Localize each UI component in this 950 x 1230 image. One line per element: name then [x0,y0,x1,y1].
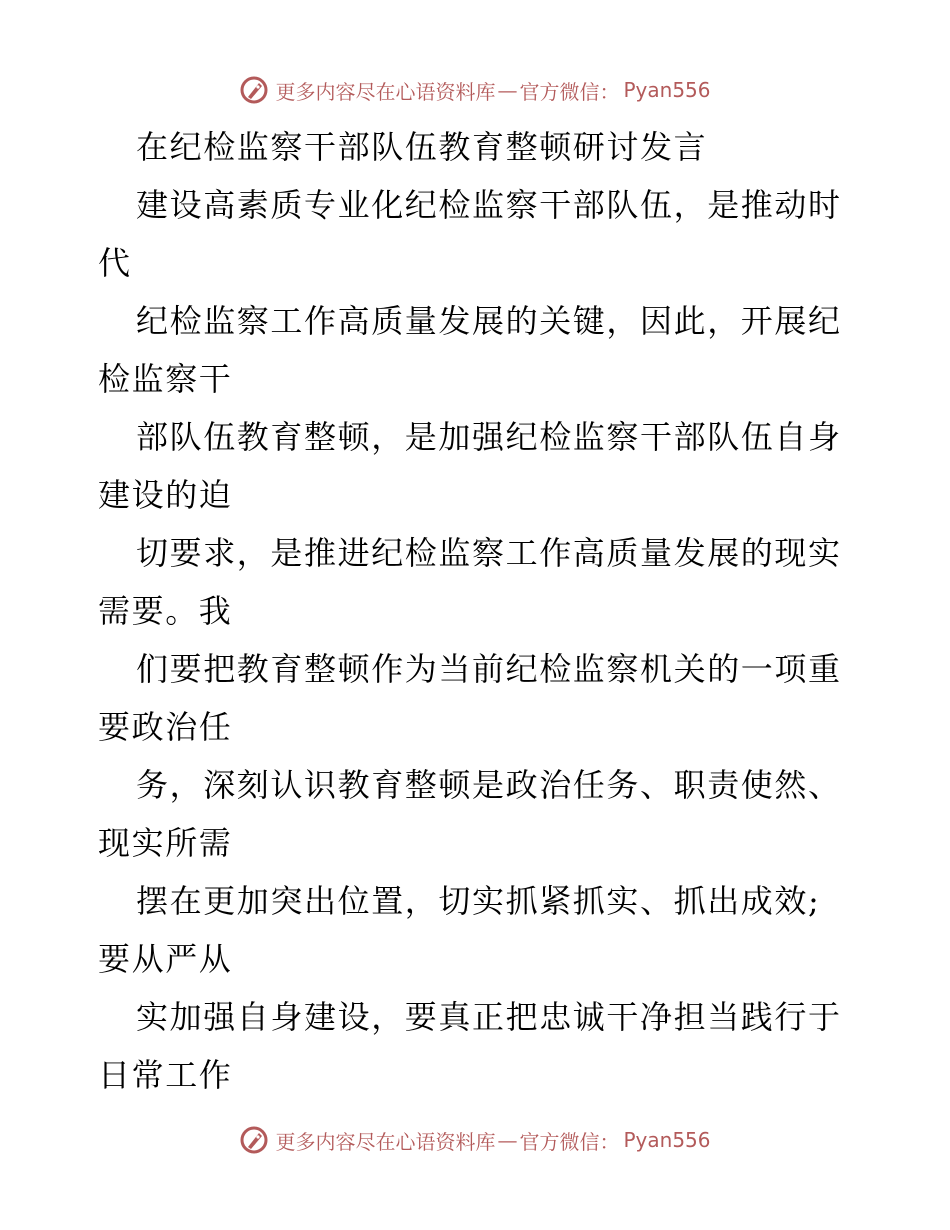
banner-wechat-label: 官方微信： [519,1129,620,1154]
document-title: 在纪检监察干部队伍教育整顿研讨发言 [136,128,708,166]
banner-wechat-id: Pyan556 [623,1128,711,1152]
footer-banner [0,1122,950,1158]
paragraph-line: 代 [98,244,132,282]
paragraph-line: 要政治任 [98,708,233,746]
paragraph-line: 纪检监察工作高质量发展的关键，因此，开展纪 [136,302,842,340]
paragraph-line: 需要。我 [98,592,233,630]
paragraph-line: 切要求，是推进纪检监察工作高质量发展的现实 [136,534,842,572]
banner-main-text: 更多内容尽在心语资料库 [275,79,496,104]
header-banner [0,72,950,108]
paragraph-line: 建设高素质专业化纪检监察干部队伍，是推动时 [136,186,842,224]
banner-wechat-label: 官方微信： [519,79,620,104]
paragraph-line: 检监察干 [98,360,233,398]
paragraph-line: 现实所需 [98,824,233,862]
paragraph-line: 务，深刻认识教育整顿是政治任务、职责使然、 [136,766,842,804]
banner-main-text: 更多内容尽在心语资料库 [275,1129,496,1154]
paragraph-line: 们要把教育整顿作为当前纪检监察机关的一项重 [136,650,842,688]
pen-nib-circle-icon [239,1125,269,1155]
paragraph-line: 要从严从 [98,940,233,978]
banner-wechat-id: Pyan556 [623,78,711,102]
pen-nib-circle-icon [239,75,269,105]
banner-separator: — [497,1128,518,1152]
paragraph-line: 摆在更加突出位置，切实抓紧抓实、抓出成效; [136,882,821,920]
banner-separator: — [497,78,518,102]
paragraph-line: 实加强自身建设，要真正把忠诚干净担当践行于 [136,998,842,1036]
paragraph-line: 部队伍教育整顿，是加强纪检监察干部队伍自身 [136,418,842,456]
paragraph-line: 日常工作 [98,1056,233,1094]
paragraph-line: 建设的迫 [98,476,233,514]
